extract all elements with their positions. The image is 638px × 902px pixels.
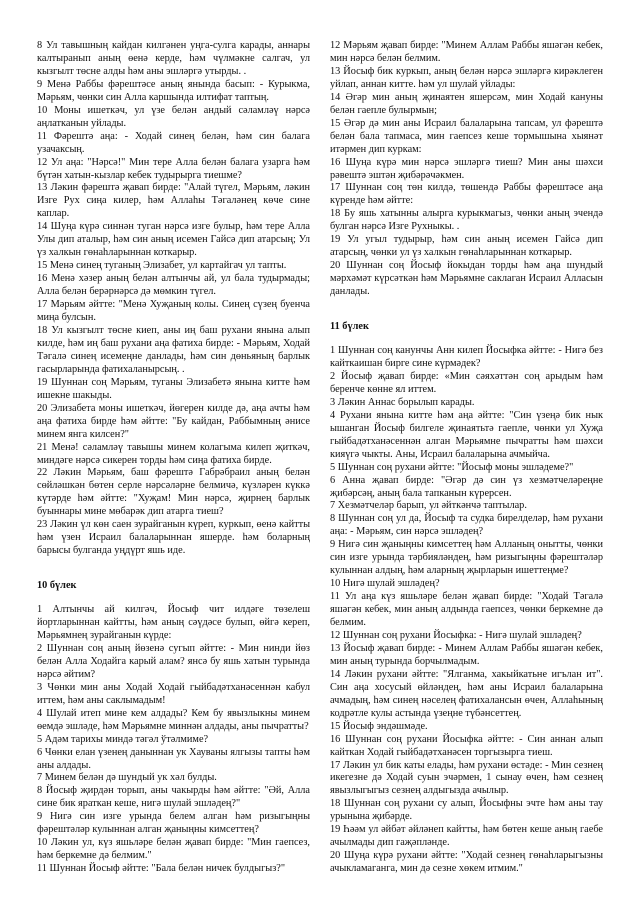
verse: 1 Шуннан соң канунчы Анн килеп Йосыфка әйтте: - Нигә без кайткаишан бирге сине күрмәдек? xyxy=(330,345,603,369)
verse: 19 Шуннан соң Мәрьям, туганы Элизабетә янына китте һәм ишекне шакыды. xyxy=(37,376,310,401)
verse: 12 Шуннан соң рухани Йосыфка: - Нигә шулай эшләдең? xyxy=(330,629,582,641)
left-top-paragraphs xyxy=(37,40,310,558)
verse: 21 Менә! сәламләү тавышы минем колагыма килеп җиткәч, миндәге нәрсә сикерен торды һәм сиңа фатиха бирде. xyxy=(37,441,310,466)
verse: 2 Йосыф җавап бирде: «Мин сәяхәттән соң арыдым һәм беренче көнне ял иттем. xyxy=(330,370,603,395)
verse: 20 Шуңа күрә рухани әйтте: "Ходай сезнең гөнаһларыгызны ачыкламаганга, мин дә сезне хөкем итмим." xyxy=(330,850,603,875)
verse: 22 Ләкин Мәрьям, баш фәрештә Габрәбраил аның белән сөйләшкән бөтен серле нәрсәләрне белмичә, күзләрен күккә күтәрде һәм әйтте: "Хуҗам! Мин нәрсә, җирнең барлык буыннары мине мөбарәк дип атарга тиеш? xyxy=(37,467,310,518)
left-bottom-paragraphs xyxy=(37,604,310,876)
verse: 5 Шуннан соң рухани әйтте: "Йосыф моны эшләдеме?" xyxy=(330,461,574,473)
verse: 10 Нигә шулай эшләдең? xyxy=(330,578,440,590)
right-bottom-paragraphs xyxy=(330,345,603,876)
verse: 18 Ул кызгылт төсне киеп, аны иң баш рухани янына алып килде, һәм иң баш рухани аңа фатиха бирде: - Мәрьям, Ходай Тәгалә синең исемеңне данлады, һәм син дөньяның барлык гасырларында фатихаланырсың. . xyxy=(37,324,310,375)
verse: 14 Шуңа күрә синнән туган нәрсә изге булыр, һәм тере Алла Улы дип аталыр, һәм син аның исемен Гайсә дип атарсың; Ул үз халкын гөнаһларыннан коткарыр. xyxy=(37,221,310,259)
verse: 4 Рухани янына китте һәм аңа әйтте: "Син үзеңә бик нык ышанган Йосыф билгеле җинаятьтә гаепле, чөнки ул Хуҗа гыйбадәтханәсеннән алган Мәрьямне пычратты һәм шәхси кияүгә чыкты. Аны, Исраил балаларына ачмыйча. xyxy=(330,409,603,460)
verse: 18 Бу яшь хатынны алырга курыкмагыз, чөнки аның эчендә булган нәрсә Изге Рухныкы. . xyxy=(330,208,603,233)
verse: 4 Шулай итеп мине кем алдады? Кем бу явызлыкны минем өемдә эшләде, һәм Мәрьямне миннән алдады, аны пычратты? xyxy=(37,707,310,732)
verse: 20 Шуннан соң Йосыф йокыдан торды һәм аңа шундый мәрхәмәт күрсәткән һәм Мәрьямне саклаган Исраил Алласын данлады. xyxy=(330,260,603,298)
right-column xyxy=(330,40,603,876)
verse: 13 Йосыф бик куркып, аның белән нәрсә эшләргә кирәклеген уйлап, аннан китте. һәм ул шулай уйлады: xyxy=(330,65,603,90)
verse: 8 Йосыф җирдән торып, аны чакырды һәм әйтте: "Әй, Алла сине бик яраткан кеше, нигә шулай эшләдең?" xyxy=(37,785,310,810)
verse: 16 Шуңа күрә мин нәрсә эшләргә тиеш? Мин аны шәхси рәвештә эштән җибәрәчәкмен. xyxy=(330,156,603,181)
verse: 12 Ул аңа: "Нәрсә!" Мин тере Алла белән балага узарга һәм бүтән хатын-кызлар кебек тудырырга тиешме? xyxy=(37,156,310,181)
verse: 11 Фәрештә аңа: - Ходай синең белән, һәм син балага узачаксың. xyxy=(37,130,310,155)
verse: 11 Шуннан Йосыф әйтте: "Бала белән ничек булдыгыз?" xyxy=(37,863,286,875)
verse: 3 Чөнки мин аны Ходай Ходай гыйбадәтханәсеннән кабул иттем, һәм аны саклымадым! xyxy=(37,681,310,706)
verse: 18 Шуннан соң рухани су алып, Йосыфны эчте һәм аны тау урынына җибәрде. xyxy=(330,798,603,823)
right-top-paragraphs xyxy=(330,40,603,299)
verse: 13 Ләкин фәрештә җавап бирде: "Алай түгел, Мәрьям, ләкин Изге Рух сиңа килер, һәм Аллаһы Тәгаләнең көче сине каплар. xyxy=(37,182,310,220)
verse: 8 Ул тавышның кайдан килгәнен уңга-сулга карады, аннары калтыранып аның өенә керде, һәм чүлмәкне салгач, ул кызгылт төсне алды һәм аны эшләргә утырды. . xyxy=(37,40,310,77)
chapter-heading: 11 бүлек xyxy=(330,321,369,333)
verse: 17 Мәрьям әйтте: "Менә Хуҗаның колы. Синең сүзең буенча миңа булсын. xyxy=(37,299,310,324)
verse: 15 Йосыф эндәшмәде. xyxy=(330,720,428,732)
verse: 8 Шуннан соң ул да, Йосыф та судка бирелделәр, һәм рухани аңа: - Мәрьям, син нәрсә эшләдең? xyxy=(330,513,603,538)
verse: 19 Һәәм ул әйбәт әйләнеп кайтты, һәм бөтен кеше аның гаебе ачылмады дип гаҗәпләнде. xyxy=(330,824,603,849)
verse: 10 Ләкин ул, күз яшьләре белән җавап бирде: "Мин гаепсез, һәм беркемне дә белмим." xyxy=(37,837,310,862)
verse: 9 Нигә син изге урында белем алган һәм ризыгыңны фәрештәләр кулыннан алган җаныңны кимсеттең? xyxy=(37,811,310,836)
verse: 20 Элизабета моны ишеткәч, йөгерен килде дә, аңа ачты һәм аңа фатиха бирде һәм әйтте: "Бу кайдан, Раббымның әнисе минем янга килсен?" xyxy=(37,402,310,440)
left-column xyxy=(37,40,310,876)
verse: 7 Минем белән дә шундый ук хәл булды. xyxy=(37,772,217,784)
verse: 6 Чөнки елан үзенең даныннан ук Хауваны ялгызы тапты һәм аны алдады. xyxy=(37,746,310,771)
verse: 19 Ул угыл тудырыр, һәм син аның исемен Гайсә дип атарсың, чөнки ул үз халкын гөнаһларыннан коткарыр. xyxy=(330,234,603,259)
verse: 15 Менә синең туганың Элизабет, ул картайгач ул тапты. xyxy=(37,260,287,272)
verse: 17 Шуннан соң төн килдә, төшендә Раббы фәрештәсе аңа күренде һәм әйтте: xyxy=(330,182,603,207)
verse: 15 Әгәр дә мин аны Исраил балаларына тапсам, ул фәрештә белән бала тапмаса, мин гаепсез кеше тормышына хыянәт итәрмен дип куркам: xyxy=(330,117,603,155)
verse: 3 Ләкин Аннас борылып карады. xyxy=(330,396,475,408)
verse: 9 Нигә син җаныңны кимсеттең һәм Алланың онытты, чөнки син изге урында тәрбияләндең, һәм ризыгыңны фәрештәләр кулыннан алдың, һәм аларның җырларын ишеттеңме? xyxy=(330,539,603,577)
verse: 12 Мәрьям җавап бирде: "Минем Аллам Раббы яшәгән кебек, мин нәрсә белән белмим. xyxy=(330,40,603,64)
verse: 10 Моны ишеткәч, ул үзе белән андый сәламләү нәрсә аңлатканын уйлады. xyxy=(37,104,310,129)
verse: 9 Менә Раббы фәрештәсе аның янында басып: - Курыкма, Мәрьям, чөнки син Алла каршында илтифат таптың. xyxy=(37,78,310,103)
verse: 13 Йосыф җавап бирде: - Минем Аллам Раббы яшәгән кебек, мин аның турында борчылмадым. xyxy=(330,642,603,667)
chapter-heading: 10 бүлек xyxy=(37,580,77,592)
verse: 14 Әгәр мин аның җинаятен яшерсәм, мин Ходай кануны белән гаепле булырмын; xyxy=(330,91,603,116)
verse: 11 Ул аңа күз яшьләре белән җавап бирде: "Ходай Тәгалә яшәгән кебек, мин аның алдында гаепсез, чөнки беркемне дә белмим. xyxy=(330,591,603,629)
verse: 6 Анна җавап бирде: "Әгәр дә син үз хезмәтчеләреңне җибәрсәң, аның бала тапканын күрерсен. xyxy=(330,474,603,499)
verse: 17 Ләкин ул бик каты елады, һәм рухани өстәде: - Мин сезнең икегезне дә Ходай суын эчәрмен, 1 сынау өчен, һәм сезнең явызлыгыгыз сезнең алдыгызда ачылыр. xyxy=(330,759,603,797)
verse: 16 Шуннан соң рухани Йосыфка әйтте: - Син аннан алып кайткан Ходай гыйбадәтханәсен торгызырга тиеш. xyxy=(330,733,603,758)
verse: 16 Менә хәзер аның белән алтынчы ай, ул бала тудырмады; Алла белән берәрнәрсә дә мөмкин түгел. xyxy=(37,273,310,298)
verse: 2 Шуннан соң аның йөзенә сугып әйтте: - Мин нинди йөз белән Алла Ходайга карый алам? янсә бу яшь хатын турында нәрсә әйтим? xyxy=(37,642,310,680)
verse: 7 Хезмәтчеләр барып, ул әйткәнчә таптылар. xyxy=(330,500,527,512)
verse: 14 Ләкин рухани әйтте: "Ялганма, хакыйкатьне игълан ит". Син аңа хосусый өйләндең, һәм аны Исраил балаларына ачмадың, һәм синең нәселең фатихалансын өчен, Аллаһының кодрәтле кулы астында үзеңне түбәнсеттең. xyxy=(330,668,603,719)
verse: 1 Алтынчы ай килгәч, Йосыф чит илдәге төзелеш йортларыннан кайтты, һәм аның сәүдәсе булып, өйгә кереп, Мәрьямнең зурайганын күрде: xyxy=(37,604,310,641)
verse: 23 Ләкин үл көн саен зурайганын күреп, куркып, өенә кайтты һәм үзен Исраил балаларыннан яшерде. һәм боларның барысы булганда уңдүрт яшь иде. xyxy=(37,519,310,557)
verse: 5 Адәм тарихы миндә тәгәл ўтәлмиме? xyxy=(37,733,209,745)
